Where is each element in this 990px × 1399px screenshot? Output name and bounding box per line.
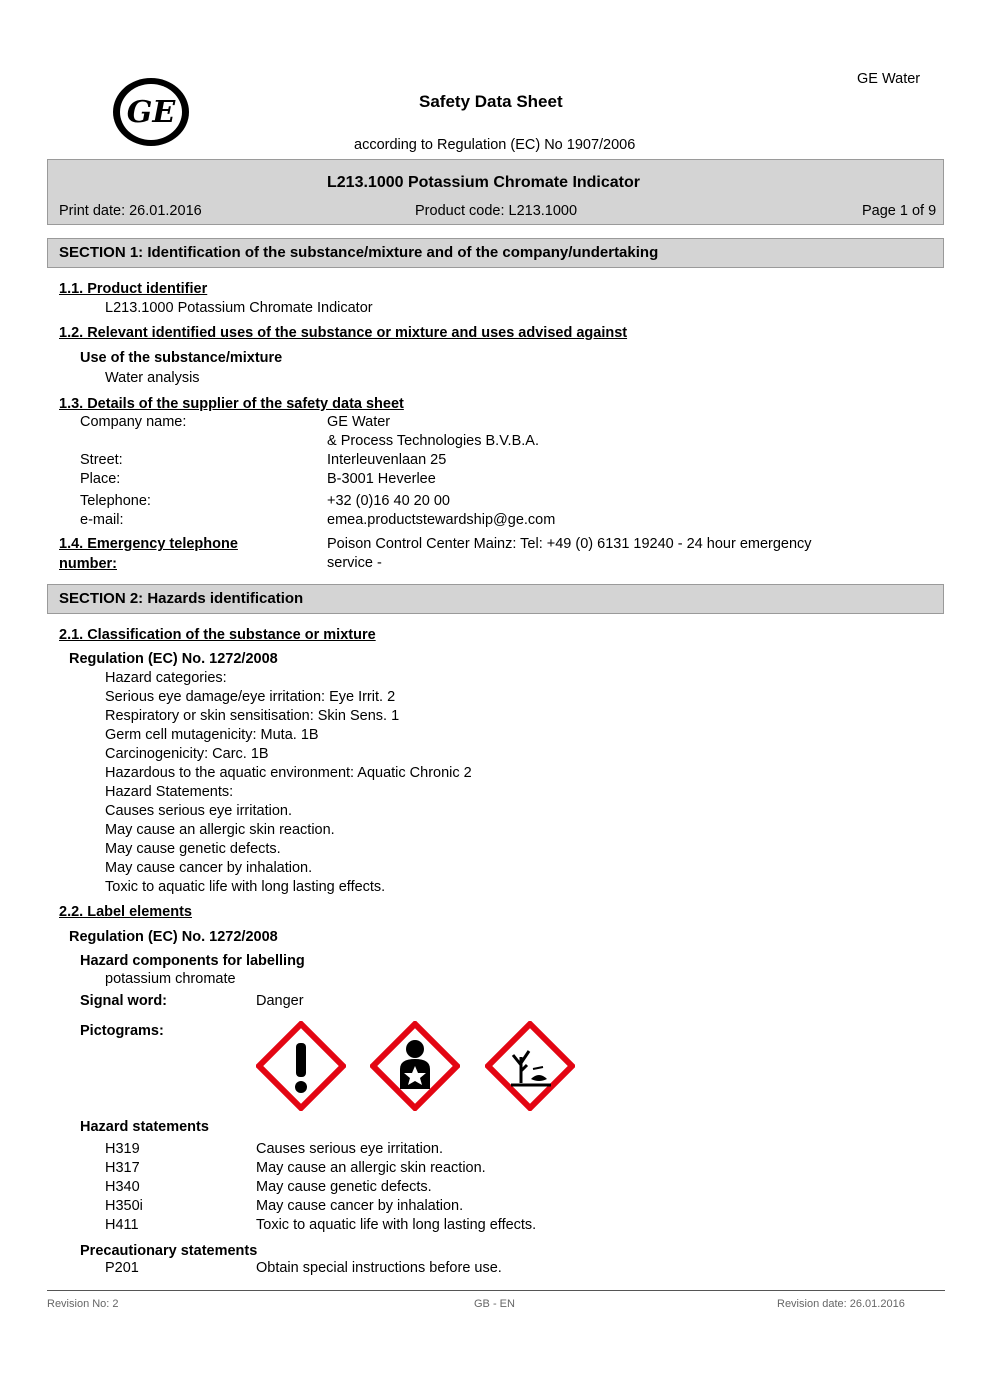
telephone-value: +32 (0)16 40 20 00 [327,493,450,509]
hazard-code: H340 [105,1179,140,1195]
classification-line: Germ cell mutagenicity: Muta. 1B [105,727,319,743]
hazard-code: H350i [105,1198,143,1214]
pictograms-label: Pictograms: [80,1023,164,1039]
street-label: Street: [80,452,123,468]
emergency-phone: Poison Control Center Mainz: Tel: +49 (0) 6131 19240 - 24 hour emergency [327,536,812,552]
classification-line: Serious eye damage/eye irritation: Eye Irrit. 2 [105,689,396,705]
product-identifier: L213.1000 Potassium Chromate Indicator [105,300,373,316]
regulation-label-2: Regulation (EC) No. 1272/2008 [69,929,278,945]
classification-line: Hazard Statements: [105,784,234,800]
classification-line: May cause an allergic skin reaction. [105,822,335,838]
classification-line: Hazardous to the aquatic environment: Aquatic Chronic 2 [105,765,472,781]
use-label: Use of the substance/mixture [80,350,283,366]
section-2-2-title: 2.2. Label elements [59,904,192,920]
company-value: GE Water [327,414,391,430]
revision-number: Revision No: 2 [47,1298,119,1310]
classification-line: May cause cancer by inhalation. [105,860,313,876]
hazard-code: H317 [105,1160,140,1176]
section-1-4-title: 1.4. Emergency telephone [59,536,238,552]
hazard-code: H411 [105,1217,139,1233]
hazard-statements-label: Hazard statements [80,1119,209,1135]
use-value: Water analysis [105,370,200,386]
company-name: GE Water [857,71,921,87]
hazard-text: May cause an allergic skin reaction. [256,1160,486,1176]
classification-line: Carcinogenicity: Carc. 1B [105,746,269,762]
precautionary-label: Precautionary statements [80,1243,258,1259]
section-2-header: SECTION 2: Hazards identification [47,584,944,614]
precautionary-code: P201 [105,1260,139,1276]
hazard-components-label: Hazard components for labelling [80,953,305,969]
place-label: Place: [80,471,121,487]
product-code: Product code: L213.1000 [415,203,578,219]
health-hazard-pictogram [370,1021,460,1111]
company-value-line2: & Process Technologies B.V.B.A. [327,433,539,449]
company-label: Company name: [80,414,187,430]
classification-line: Causes serious eye irritation. [105,803,292,819]
hazard-text: May cause cancer by inhalation. [256,1198,464,1214]
email-label: e-mail: [80,512,124,528]
classification-line: Toxic to aquatic life with long lasting effects. [105,879,386,895]
signal-word-label: Signal word: [80,993,167,1009]
document-title: Safety Data Sheet [419,92,563,111]
regulation-label: Regulation (EC) No. 1272/2008 [69,651,278,667]
regulation-subtitle: according to Regulation (EC) No 1907/2006 [354,137,636,153]
emergency-phone-line2: service - [327,555,382,571]
language-code: GB - EN [474,1298,515,1310]
signal-word-value: Danger [256,993,304,1009]
hazard-components-value: potassium chromate [105,971,236,987]
section-1-3-title: 1.3. Details of the supplier of the safety data sheet [59,396,404,412]
classification-line: May cause genetic defects. [105,841,281,857]
svg-text:GE: GE [126,95,176,130]
hazard-code: H319 [105,1141,140,1157]
product-title: L213.1000 Potassium Chromate Indicator [327,174,640,191]
section-1-4-title-line2: number: [59,556,117,572]
telephone-label: Telephone: [80,493,151,509]
hazard-text: Causes serious eye irritation. [256,1141,443,1157]
place-value: B-3001 Heverlee [327,471,436,487]
classification-line: Hazard categories: [105,670,227,686]
page-number: Page 1 of 9 [862,203,937,219]
environment-pictogram [485,1021,575,1111]
precautionary-text: Obtain special instructions before use. [256,1260,502,1276]
street-value: Interleuvenlaan 25 [327,452,447,468]
section-1-2-title: 1.2. Relevant identified uses of the substance or mixture and uses advised against [59,325,628,341]
footer-divider [47,1290,945,1291]
hazard-text: May cause genetic defects. [256,1179,432,1195]
section-1-1-title: 1.1. Product identifier [59,281,208,297]
revision-date: Revision date: 26.01.2016 [777,1298,905,1310]
exclamation-mark-pictogram [256,1021,346,1111]
section-2-1-title: 2.1. Classification of the substance or mixture [59,627,376,643]
classification-line: Respiratory or skin sensitisation: Skin Sens. 1 [105,708,400,724]
email-value: emea.productstewardship@ge.com [327,512,556,528]
print-date: Print date: 26.01.2016 [59,203,202,219]
section-1-header: SECTION 1: Identification of the substance/mixture and of the company/undertaking [47,238,944,268]
hazard-text: Toxic to aquatic life with long lasting effects. [256,1217,537,1233]
ge-logo [112,77,190,147]
